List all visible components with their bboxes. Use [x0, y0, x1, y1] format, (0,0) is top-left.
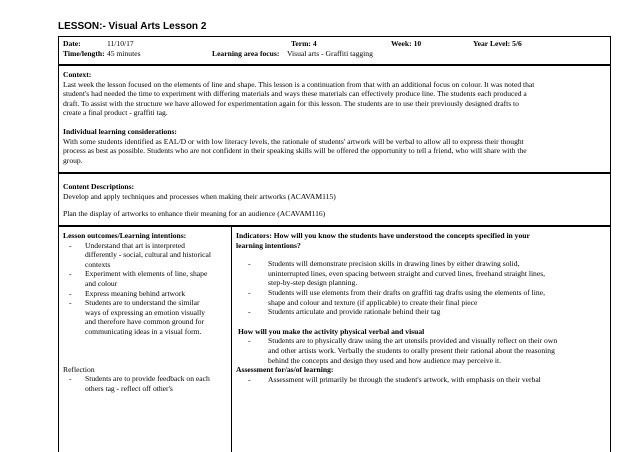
focus-label: Learning area focus: — [212, 49, 280, 58]
assessment-line: - Assessment will primarily be through the student's artwork, with emphasis on their verbal — [268, 374, 541, 384]
outcome-line: - Experiment with elements of line, shape — [85, 269, 208, 279]
context-line: Last week the lesson focused on the elements of line and shape. This lesson is a continuation from that with an additional focus on colour. It was noted that — [63, 79, 535, 89]
activity-line: and other artists work. Verbally the students to orally present their rational about the reasoning — [268, 345, 555, 355]
outcome-line: - Students are to understand the similar — [85, 298, 200, 308]
time-value: 45 minutes — [107, 49, 141, 58]
context-line: create a final product - graffiti tag. — [63, 108, 168, 118]
context-line: draft. To assist with the structure we have allowed for experimentation again for this lesson. The students are to use their previously designed drafts to — [63, 98, 519, 108]
activity-heading: How will you make the activity physical verbal and visual — [238, 326, 425, 336]
context-heading: Context: — [63, 70, 92, 79]
indicator-line: - Students articulate and provide rationale behind their tag — [268, 307, 441, 317]
considerations-line: group. — [63, 155, 83, 165]
outcome-line: differently - social, cultural and historical — [85, 250, 211, 260]
indicators-heading: learning intentions? — [236, 240, 301, 250]
focus-value: Visual arts - Graffiti tagging — [287, 49, 373, 58]
outcome-item — [63, 289, 227, 299]
outcome-item — [63, 269, 227, 288]
year-level-label: Year Level: 5/6 — [473, 39, 522, 48]
outcomes-heading: Lesson outcomes/Learning intentions: — [63, 231, 187, 240]
assessment-item — [236, 375, 606, 385]
date-label: Date: — [63, 39, 81, 48]
outcomes-column — [59, 227, 232, 452]
assessment-list — [236, 375, 606, 385]
indicators-heading: Indicators: How will you know the students have understood the concepts specified in your — [236, 231, 530, 240]
content-descriptions-box — [58, 173, 611, 226]
date-value: 11/10/17 — [107, 39, 134, 48]
outcome-line: communicating ideas in a visual form. — [85, 326, 202, 336]
indicator-item — [236, 288, 606, 307]
activity-line: - Students are to physically draw using the art utensils provided and visually reflect on their own — [268, 336, 558, 346]
outcomes-list — [63, 241, 227, 337]
indicators-column — [232, 227, 610, 452]
indicator-line: - Students will demonstrate precision skills in drawing lines by either drawing solid, — [268, 259, 520, 269]
reflection-line: - Students are to provide feedback on each — [85, 374, 210, 384]
week-label: Week: 10 — [391, 39, 422, 48]
outcome-item — [63, 298, 227, 336]
considerations-line: With some students identified as EAL/D or with low literacy levels, the rationale of students' artwork will be verbal to allow all to express their thought — [63, 136, 524, 146]
indicator-item — [236, 259, 606, 288]
outcome-item — [63, 241, 227, 270]
indicator-line: step-by-step design planning. — [268, 278, 358, 288]
activity-list — [236, 336, 606, 365]
lesson-title: LESSON:- Visual Arts Lesson 2 — [58, 21, 207, 32]
indicators-list — [236, 259, 606, 317]
reflection-line: others tag - reflect off other's — [85, 383, 173, 393]
outcome-line: ways of expressing an emotion visually — [85, 307, 206, 317]
outcome-line: - Express meaning behind artwork — [85, 288, 186, 298]
context-line: student's had needed the time to experiment with differing materials and ways these materials can effectively produce line. The students each produced a — [63, 89, 527, 99]
reflection-label: Reflection — [63, 364, 95, 374]
activity-item — [236, 336, 606, 365]
outcome-line: contexts — [85, 259, 111, 269]
term-label: Term: 4 — [291, 39, 317, 48]
indicator-item — [236, 307, 606, 317]
context-box — [58, 65, 611, 173]
reflection-item — [63, 374, 227, 393]
considerations-line: process as best as possible. Students who are not confident in their speaking skills will be offered the opportunity to tell a friend, who will share with the — [63, 146, 527, 156]
lesson-header-box — [58, 36, 611, 65]
reflection-list — [63, 374, 227, 393]
outcomes-indicators-box — [58, 226, 611, 452]
activity-line: behind the concepts and design they used and how audience may perceive it. — [268, 355, 502, 365]
indicator-line: shape and colour and texture (if applicable) to create their final piece — [268, 297, 478, 307]
outcome-line: and colour — [85, 278, 118, 288]
indicator-line: - Students will use elements from their drafts on graffiti tag drafts using the elements of line, — [268, 287, 545, 297]
considerations-heading: Individual learning considerations: — [63, 126, 177, 136]
time-label: Time/length: — [63, 49, 105, 58]
outcome-line: - Understand that art is interpreted — [85, 240, 185, 250]
content-description-item: Plan the display of artworks to enhance their meaning for an audience (ACAVAM116) — [63, 209, 326, 219]
content-descriptions-heading: Content Descriptions: — [63, 182, 135, 191]
content-description-item: Develop and apply techniques and processes when making their artworks (ACAVAM115) — [63, 191, 336, 201]
assessment-heading: Assessment for/as/of learning: — [236, 365, 334, 375]
outcome-line: and therefore have common ground for — [85, 317, 205, 327]
indicator-line: uninterrupted lines, even spacing between straight and curved lines, freehand straight lines, — [268, 268, 546, 278]
